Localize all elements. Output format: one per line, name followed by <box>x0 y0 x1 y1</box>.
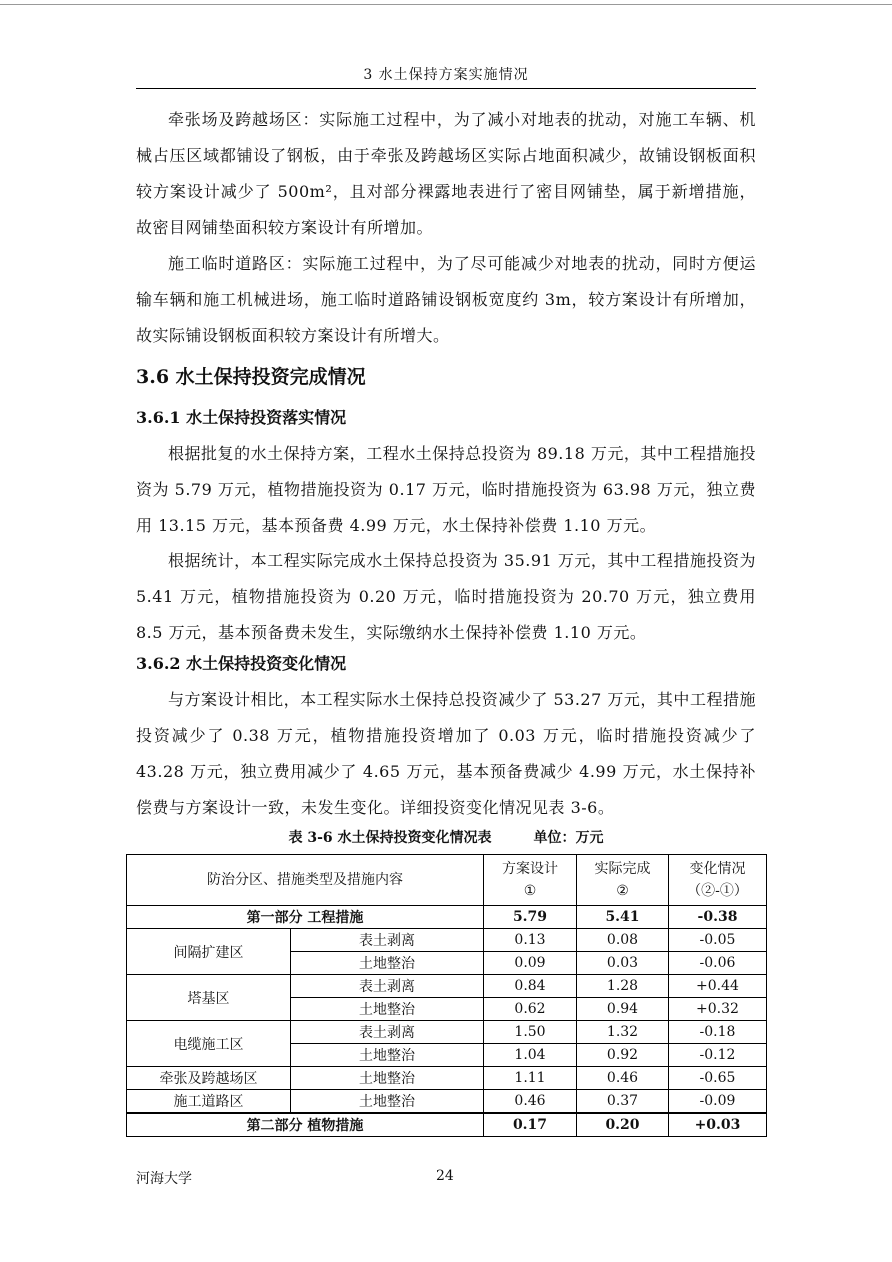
change-cell: -0.65 <box>669 1067 767 1090</box>
actual-cell: 1.32 <box>577 1021 669 1044</box>
part1-change: -0.38 <box>669 906 767 929</box>
investment-change-table <box>126 854 767 1137</box>
part2-label: 第二部分 植物措施 <box>127 1113 484 1137</box>
table-row <box>127 929 767 952</box>
paragraph-temp-road: 施工临时道路区：实际施工过程中，为了尽可能减少对地表的扰动，同时方便运输车辆和施工机械进场，施工临时道路铺设钢板宽度约 3m，较方案设计有所增加，故实际铺设钢板面积较方案设计有所增大。 <box>136 254 756 345</box>
measure-cell: 表土剥离 <box>291 1021 484 1044</box>
table-caption-title: 表 3-6 水土保持投资变化情况表 <box>288 830 492 846</box>
measure-cell: 土地整治 <box>291 1044 484 1067</box>
zone-cell: 间隔扩建区 <box>127 929 291 975</box>
table-unit: 单位：万元 <box>533 830 604 846</box>
paragraph-approved-investment: 根据批复的水土保持方案，工程水土保持总投资为 89.18 万元，其中工程措施投资为 5.79 万元，植物措施投资为 0.17 万元，临时措施投资为 63.98 万元，独立费用 13.15 万元，基本预备费 4.99 万元，水土保持补偿费 1.10 万元。 <box>136 444 756 535</box>
plan-cell: 1.04 <box>484 1044 577 1067</box>
table-header-row <box>127 855 767 906</box>
actual-cell: 1.28 <box>577 975 669 998</box>
plan-cell: 0.09 <box>484 952 577 975</box>
header-zone-measure: 防治分区、措施类型及措施内容 <box>127 855 484 906</box>
part1-plan: 5.79 <box>484 906 577 929</box>
header-rule <box>136 88 756 89</box>
running-header: 3 水土保持方案实施情况 <box>363 67 529 83</box>
footer-institution: 河海大学 <box>136 1171 192 1187</box>
measure-cell: 土地整治 <box>291 998 484 1021</box>
table-row-part1 <box>127 906 767 929</box>
actual-cell: 0.94 <box>577 998 669 1021</box>
plan-cell: 0.46 <box>484 1090 577 1114</box>
plan-cell: 0.13 <box>484 929 577 952</box>
paragraph-investment-change: 与方案设计相比，本工程实际水土保持总投资减少了 53.27 万元，其中工程措施投资减少了 0.38 万元，植物措施投资增加了 0.03 万元，临时措施投资减少了 43.28 万元，独立费用减少了 4.65 万元，基本预备费减少 4.99 万元，水土保持补偿费与方案设计一致，未发生变化。详细投资变化情况见表 3-6。 <box>136 690 756 817</box>
zone-cell: 施工道路区 <box>127 1090 291 1114</box>
actual-cell: 0.08 <box>577 929 669 952</box>
actual-cell: 0.92 <box>577 1044 669 1067</box>
plan-cell: 0.84 <box>484 975 577 998</box>
actual-cell: 0.46 <box>577 1067 669 1090</box>
measure-cell: 土地整治 <box>291 1090 484 1114</box>
header-change: 变化情况 （②-①） <box>669 855 767 906</box>
change-cell: -0.05 <box>669 929 767 952</box>
change-cell: +0.44 <box>669 975 767 998</box>
footer-page-number: 24 <box>436 1168 454 1184</box>
zone-cell: 电缆施工区 <box>127 1021 291 1067</box>
measure-cell: 表土剥离 <box>291 929 484 952</box>
table-row <box>127 975 767 998</box>
section-title: 3.6 水土保持投资完成情况 <box>136 366 366 388</box>
header-plan: 方案设计 ① <box>484 855 577 906</box>
change-cell: -0.18 <box>669 1021 767 1044</box>
actual-cell: 0.37 <box>577 1090 669 1114</box>
paragraph-tension-field: 牵张场及跨越场区：实际施工过程中，为了减小对地表的扰动，对施工车辆、机械占压区域都铺设了钢板，由于牵张及跨越场区实际占地面积减少，故铺设钢板面积较方案设计减少了 500m²，且对部分裸露地表进行了密目网铺垫，属于新增措施，故密目网铺垫面积较方案设计有所增加。 <box>136 110 756 237</box>
part1-label: 第一部分 工程措施 <box>127 906 484 929</box>
change-cell: +0.32 <box>669 998 767 1021</box>
table-row-part2 <box>127 1113 767 1137</box>
table-row <box>127 1021 767 1044</box>
subsection-title-1: 3.6.1 水土保持投资落实情况 <box>136 408 347 427</box>
header-actual: 实际完成 ② <box>577 855 669 906</box>
change-cell: -0.06 <box>669 952 767 975</box>
plan-cell: 1.11 <box>484 1067 577 1090</box>
table-row <box>127 1090 767 1114</box>
change-cell: -0.09 <box>669 1090 767 1114</box>
paragraph-actual-investment: 根据统计，本工程实际完成水土保持总投资为 35.91 万元，其中工程措施投资为 5.41 万元，植物措施投资为 0.20 万元，临时措施投资为 20.70 万元，独立费用 8.5 万元，基本预备费未发生，实际缴纳水土保持补偿费 1.10 万元。 <box>136 551 756 642</box>
measure-cell: 表土剥离 <box>291 975 484 998</box>
part1-actual: 5.41 <box>577 906 669 929</box>
part2-actual: 0.20 <box>577 1113 669 1137</box>
page-top-border <box>0 4 892 5</box>
zone-cell: 塔基区 <box>127 975 291 1021</box>
subsection-title-2: 3.6.2 水土保持投资变化情况 <box>136 654 347 673</box>
zone-cell: 牵张及跨越场区 <box>127 1067 291 1090</box>
actual-cell: 0.03 <box>577 952 669 975</box>
table-caption <box>136 827 756 849</box>
plan-cell: 1.50 <box>484 1021 577 1044</box>
measure-cell: 土地整治 <box>291 952 484 975</box>
table-row <box>127 1067 767 1090</box>
measure-cell: 土地整治 <box>291 1067 484 1090</box>
plan-cell: 0.62 <box>484 998 577 1021</box>
change-cell: -0.12 <box>669 1044 767 1067</box>
part2-change: +0.03 <box>669 1113 767 1137</box>
part2-plan: 0.17 <box>484 1113 577 1137</box>
